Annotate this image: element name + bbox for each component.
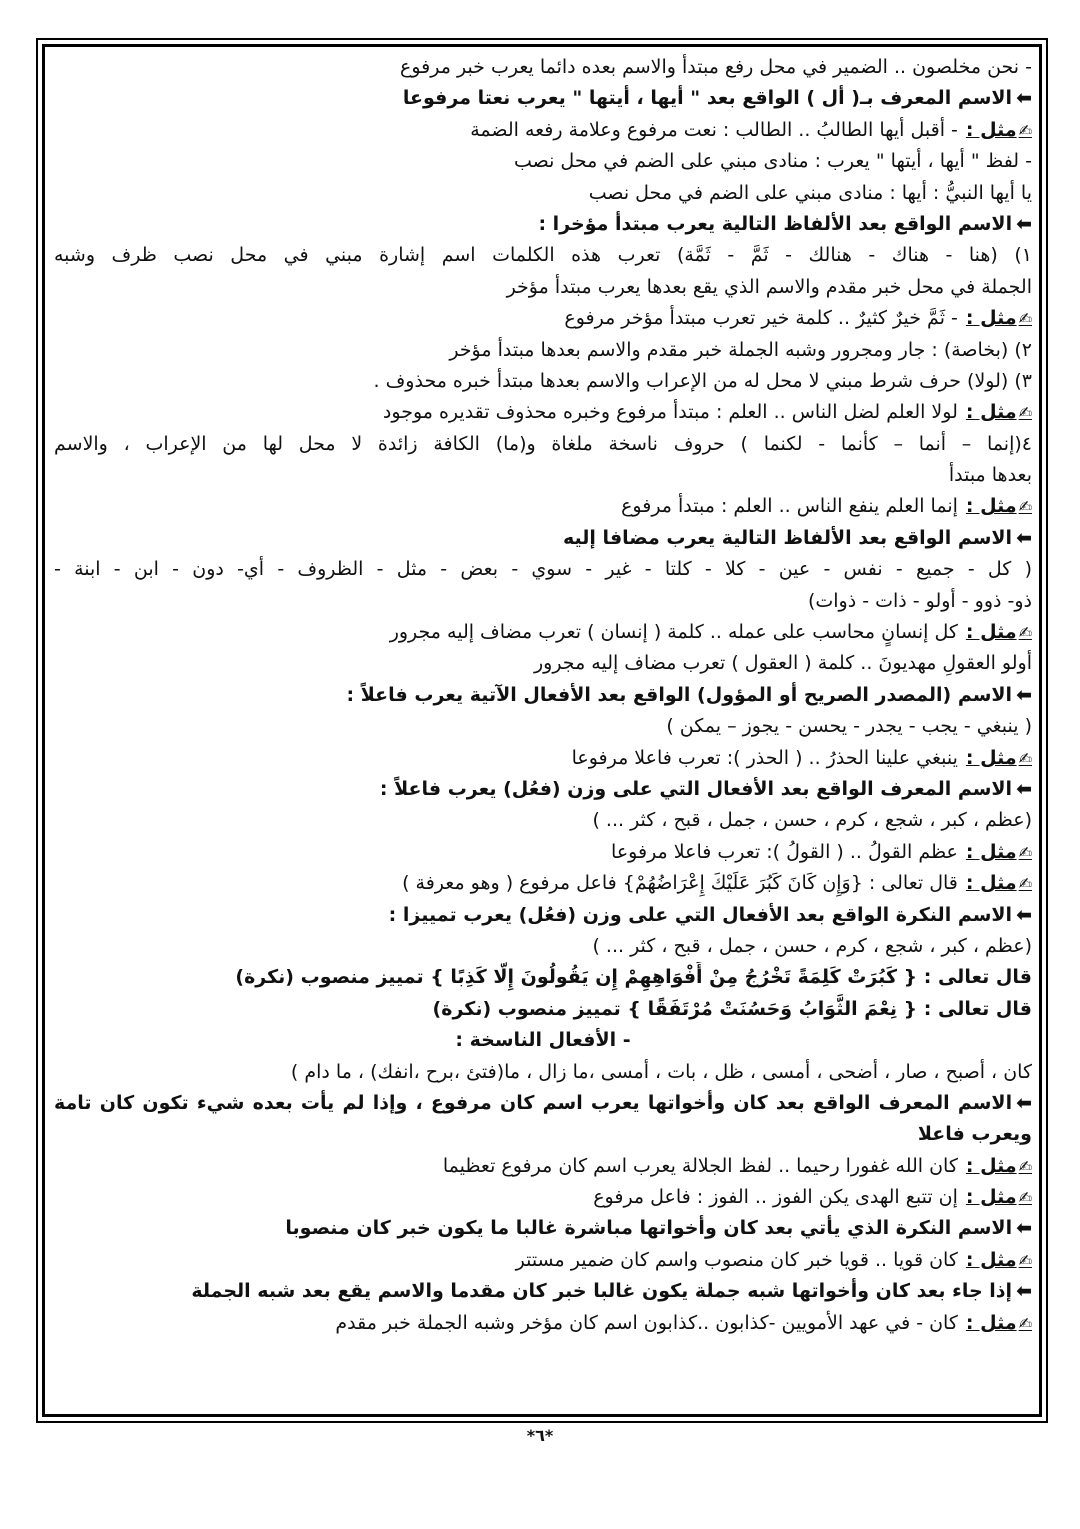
pen-icon: ✍ [1018, 748, 1032, 768]
arrow-left-icon: ⬅ [1016, 1217, 1032, 1240]
line-text: كان ، أصبح ، صار ، أضحى ، أمسى ، ظل ، بات ، أمسى ،ما زال ، ما(فتئ ،برح ،انفك) ، ما دام ) [290, 1060, 1032, 1083]
text-line [54, 743, 1032, 774]
text-line [54, 1025, 1032, 1056]
line-text: ٤(إنما – أنما – كأنما - لكنما ) حروف ناسخة ملغاة و(ما) الكافة زائدة لا محل لها من الإعراب ، والاسم [54, 432, 1032, 455]
text-line [54, 1151, 1032, 1182]
line-text: كان قويا .. قويا خبر كان منصوب واسم كان ضمير مستتر [515, 1248, 958, 1271]
text-line [54, 83, 1032, 114]
page-number: *٦* [526, 1426, 554, 1445]
text-line [54, 397, 1032, 428]
text-line [54, 1088, 1032, 1119]
example-label-text: مثل : [965, 872, 1017, 895]
text-line [54, 272, 1032, 303]
line-text: الاسم الواقع بعد الألفاظ التالية يعرب مضافا إليه [563, 526, 1013, 549]
text-line [54, 1308, 1032, 1339]
arrow-left-icon: ⬅ [1016, 87, 1032, 110]
text-line [54, 240, 1032, 271]
text-line [54, 554, 1032, 585]
text-line [54, 491, 1032, 522]
line-text: الاسم (المصدر الصريح أو المؤول) الواقع بعد الأفعال الآتية يعرب فاعلاً : [346, 683, 1013, 706]
line-text: إن تتبع الهدى يكن الفوز .. الفوز : فاعل مرفوع [593, 1186, 958, 1209]
text-line [54, 303, 1032, 334]
text-line [54, 429, 1032, 460]
line-text: - أقبل أيها الطالبُ .. الطالب : نعت مرفوع وعلامة رفعه الضمة [470, 118, 958, 141]
line-text: ذو- ذوو - أولو - ذات - ذوات) [807, 589, 1032, 612]
line-text: الاسم النكرة الواقع بعد الأفعال التي على وزن (فعُل) يعرب تمييزا : [388, 903, 1013, 926]
text-line [54, 617, 1032, 648]
line-text: - الأفعال الناسخة : [455, 1029, 631, 1052]
text-line [54, 1119, 1032, 1150]
example-label [966, 1155, 1032, 1177]
line-text: يا أيها النبيُّ : أيها : منادى مبني على الضم في محل نصب [588, 181, 1032, 204]
text-line [54, 146, 1032, 177]
pen-icon: ✍ [1018, 403, 1032, 423]
example-label [966, 621, 1032, 643]
line-text: - ثَمَّ خيرٌ كثيرٌ .. كلمة خير تعرب مبتدأ مؤخر مرفوع [564, 307, 958, 330]
example-label [966, 1249, 1032, 1271]
example-label-text: مثل : [965, 118, 1017, 141]
example-label [966, 872, 1032, 894]
line-text: إنما العلم ينفع الناس .. العلم : مبتدأ مرفوع [621, 495, 958, 518]
text-line [54, 931, 1032, 962]
pen-icon: ✍ [1018, 120, 1032, 140]
line-text: ( ينبغي - يجب - يجدر - يحسن - يجوز – يمكن ) [666, 715, 1032, 738]
text-line [54, 1245, 1032, 1276]
example-label [966, 841, 1032, 863]
example-label-text: مثل : [965, 307, 1017, 330]
arrow-left-icon: ⬅ [1016, 683, 1032, 706]
pen-icon: ✍ [1018, 1188, 1032, 1208]
text-line [54, 868, 1032, 899]
text-line [54, 115, 1032, 146]
example-label-text: مثل : [965, 1186, 1017, 1209]
line-text: (عظم ، كبر ، شجع ، كرم ، حسن ، جمل ، قبح ، كثر ... ) [592, 934, 1032, 957]
example-label [966, 307, 1032, 329]
line-text: الجملة في محل خبر مقدم والاسم الذي يقع بعدها يعرب مبتدأ مؤخر [506, 275, 1032, 298]
example-label [966, 495, 1032, 517]
arrow-left-icon: ⬅ [1016, 1091, 1032, 1114]
example-label [966, 119, 1032, 141]
example-label-text: مثل : [965, 1248, 1017, 1271]
arrow-left-icon: ⬅ [1016, 1280, 1032, 1303]
line-text: أولو العقولِ مهديونَ .. كلمة ( العقول ) تعرب مضاف إليه مجرور [533, 652, 1032, 675]
arrow-left-icon: ⬅ [1016, 212, 1032, 235]
line-text: ويعرب فاعلا [917, 1123, 1032, 1146]
pen-icon: ✍ [1018, 842, 1032, 862]
text-line [54, 209, 1032, 240]
arrow-left-icon: ⬅ [1016, 526, 1032, 549]
line-text: ٣) (لولا) حرف شرط مبني لا محل له من الإعراب والاسم بعدها مبتدأ خبره محذوف . [373, 369, 1032, 392]
line-text: الاسم المعرف بـ( أل ) الواقع بعد " أيها ، أيتها " يعرب نعتا مرفوعا [402, 87, 1013, 110]
example-label-text: مثل : [965, 495, 1017, 518]
line-text: كان - في عهد الأمويين -كذابون ..كذابون اسم كان مؤخر وشبه الجملة خبر مقدم [335, 1311, 958, 1334]
text-line [54, 774, 1032, 805]
line-text: بعدها مبتدأ [948, 464, 1032, 487]
line-text: قال تعالى : { كَبُرَتْ كَلِمَةً تَخْرُجُ مِنْ أَفْوَاهِهِمْ إِن يَقُولُونَ إِلَّا كَذِبًا } تمييز منصوب (نكرة) [235, 966, 1032, 989]
pen-icon: ✍ [1018, 874, 1032, 894]
example-label [966, 747, 1032, 769]
text-line [54, 586, 1032, 617]
example-label-text: مثل : [965, 621, 1017, 644]
line-text: ١) (هنا - هناك - هنالك - ثَمَّ - ثَمَّة) تعرب هذه الكلمات اسم إشارة مبني في محل نصب ظرف وشبه [54, 244, 1032, 267]
text-line [54, 523, 1032, 554]
text-line [54, 680, 1032, 711]
line-text: الاسم النكرة الذي يأتي بعد كان وأخواتها مباشرة غالبا ما يكون خبر كان منصوبا [285, 1217, 1013, 1240]
line-text: - لفظ " أيها ، أيتها " يعرب : منادى مبني على الضم في محل نصب [513, 150, 1032, 173]
line-text: كل إنسانٍ محاسب على عمله .. كلمة ( إنسان ) تعرب مضاف إليه مجرور [389, 621, 958, 644]
text-line [54, 962, 1032, 993]
example-label [966, 1312, 1032, 1334]
text-line [54, 1213, 1032, 1244]
arrow-left-icon: ⬅ [1016, 777, 1032, 800]
line-text: ينبغي علينا الحذرُ .. ( الحذر ): تعرب فاعلا مرفوعا [571, 746, 958, 769]
example-label [966, 401, 1032, 423]
line-text: لولا العلم لضل الناس .. العلم : مبتدأ مرفوع وخبره محذوف تقديره موجود [382, 401, 958, 424]
text-line [54, 460, 1032, 491]
line-text: - نحن مخلصون .. الضمير في محل رفع مبتدأ والاسم بعده دائما يعرب خبر مرفوع [400, 56, 1032, 78]
line-text: (عظم ، كبر ، شجع ، كرم ، حسن ، جمل ، قبح ، كثر ... ) [592, 809, 1032, 832]
line-text: قال تعالى : {وَإِن كَانَ كَبُرَ عَلَيْكَ إِعْرَاضُهُمْ} فاعل مرفوع ( وهو معرفة ) [402, 872, 958, 895]
text-line [54, 837, 1032, 868]
example-label-text: مثل : [965, 1154, 1017, 1177]
example-label [966, 1186, 1032, 1208]
line-text: عظم القولُ .. ( القولُ ): تعرب فاعلا مرفوعا [611, 840, 958, 863]
text-line [54, 1276, 1032, 1307]
text-line [54, 1057, 1032, 1088]
pen-icon: ✍ [1018, 1250, 1032, 1270]
example-label-text: مثل : [965, 840, 1017, 863]
line-text: قال تعالى : { نِعْمَ الثَّوَابُ وَحَسُنَتْ مُرْتَفَقًا } تمييز منصوب (نكرة) [432, 997, 1032, 1020]
line-text: ٢) (بخاصة) : جار ومجرور وشبه الجملة خبر مقدم والاسم بعدها مبتدأ مؤخر [449, 338, 1032, 361]
text-line [54, 900, 1032, 931]
text-line [54, 335, 1032, 366]
example-label-text: مثل : [965, 401, 1017, 424]
document-body [54, 52, 1032, 1339]
line-text: كان الله غفورا رحيما .. لفظ الجلالة يعرب اسم كان مرفوع تعظيما [442, 1154, 958, 1177]
arrow-left-icon: ⬅ [1016, 903, 1032, 926]
pen-icon: ✍ [1018, 1313, 1032, 1333]
line-text: إذا جاء بعد كان وأخواتها شبه جملة يكون غالبا خبر كان مقدما والاسم يقع بعد شبه الجملة [191, 1280, 1013, 1303]
text-line [54, 805, 1032, 836]
pen-icon: ✍ [1018, 309, 1032, 329]
text-line [54, 1182, 1032, 1213]
example-label-text: مثل : [965, 746, 1017, 769]
pen-icon: ✍ [1018, 1156, 1032, 1176]
pen-icon: ✍ [1018, 623, 1032, 643]
line-text: ( كل - جميع - نفس - عين - كلا - كلتا - غير - سوي - بعض - مثل - الظروف - أي- دون - ابن - ابنة - [54, 558, 1032, 581]
text-line [54, 994, 1032, 1025]
text-line [54, 648, 1032, 679]
line-text: الاسم المعرف الواقع بعد كان وأخواتها يعرب اسم كان مرفوع ، وإذا لم يأت بعده شيء تكون كان تامة [54, 1091, 1013, 1114]
example-label-text: مثل : [965, 1311, 1017, 1334]
pen-icon: ✍ [1018, 497, 1032, 517]
line-text: الاسم الواقع بعد الألفاظ التالية يعرب مبتدأ مؤخرا : [538, 212, 1013, 235]
text-line [54, 52, 1032, 83]
text-line [54, 366, 1032, 397]
text-line [54, 711, 1032, 742]
text-line [54, 178, 1032, 209]
line-text: الاسم المعرف الواقع بعد الأفعال التي على وزن (فعُل) يعرب فاعلاً : [379, 777, 1013, 800]
